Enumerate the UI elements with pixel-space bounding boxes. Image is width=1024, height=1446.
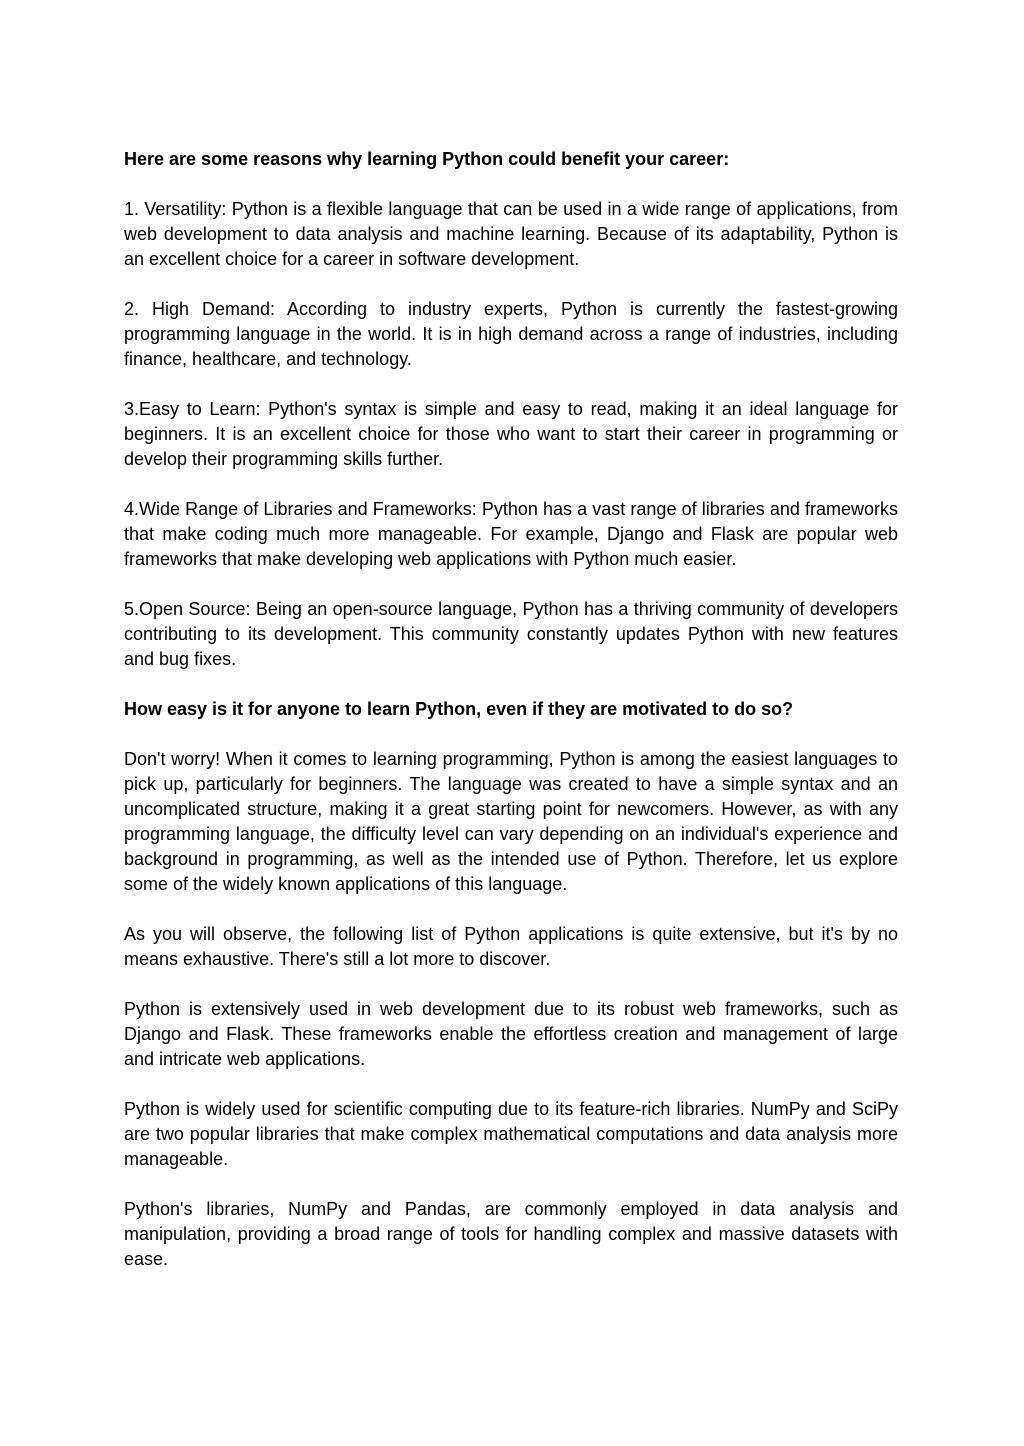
section-heading-career-reasons: Here are some reasons why learning Python could benefit your career: [124,149,730,169]
paragraph-scientific-computing: Python is widely used for scientific computing due to its feature-rich libraries. NumPy and SciPy are two popular libraries that make complex mathematical computations and data analysis more manageable. [124,1099,898,1169]
reason-high-demand: 2. High Demand: According to industry experts, Python is currently the fastest-growing programming language in the world. It is in high demand across a range of industries, including finance, healthcare, and technology. [124,299,898,369]
paragraph-web-development: Python is extensively used in web development due to its robust web frameworks, such as Django and Flask. These frameworks enable the effortless creation and management of large and intricate web applications. [124,999,898,1069]
paragraph-dont-worry: Don't worry! When it comes to learning programming, Python is among the easiest languages to pick up, particularly for beginners. The language was created to have a simple syntax and an uncomplicated structure, making it a great starting point for newcomers. However, as with any programming language, the difficulty level can vary depending on an individual's experience and background in programming, as well as the intended use of Python. Therefore, let us explore some of the widely known applications of this language. [124,749,898,894]
reason-libraries-frameworks: 4.Wide Range of Libraries and Frameworks: Python has a vast range of libraries and frameworks that make coding much more manageable. For example, Django and Flask are popular web frameworks that make developing web applications with Python much easier. [124,499,898,569]
document-page [124,147,898,1297]
reason-easy-to-learn: 3.Easy to Learn: Python's syntax is simple and easy to read, making it an ideal language for beginners. It is an excellent choice for those who want to start their career in programming or develop their programming skills further. [124,399,898,469]
reason-open-source: 5.Open Source: Being an open-source language, Python has a thriving community of developers contributing to its development. This community constantly updates Python with new features and bug fixes. [124,599,898,669]
reason-versatility: 1. Versatility: Python is a flexible language that can be used in a wide range of applications, from web development to data analysis and machine learning. Because of its adaptability, Python is an excellent choice for a career in software development. [124,199,898,269]
section-heading-ease-of-learning: How easy is it for anyone to learn Python, even if they are motivated to do so? [124,699,794,719]
paragraph-applications-list: As you will observe, the following list of Python applications is quite extensive, but it's by no means exhaustive. There's still a lot more to discover. [124,924,898,969]
paragraph-data-analysis: Python's libraries, NumPy and Pandas, are commonly employed in data analysis and manipulation, providing a broad range of tools for handling complex and massive datasets with ease. [124,1199,898,1269]
